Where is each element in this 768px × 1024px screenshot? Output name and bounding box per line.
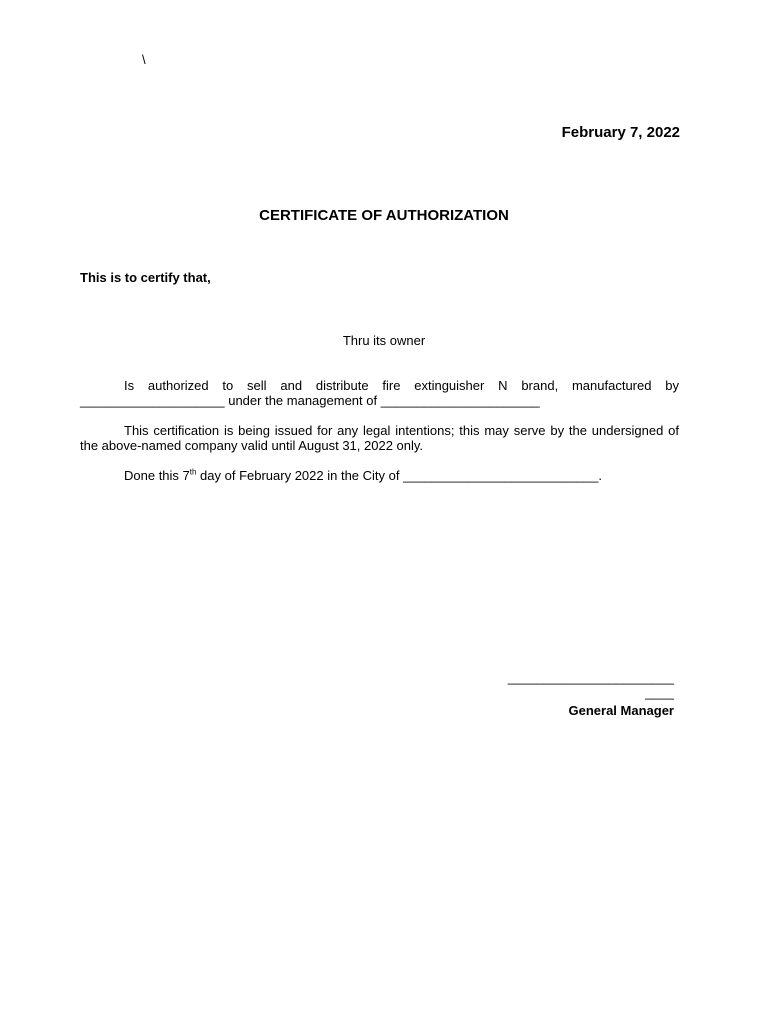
authorization-paragraph (80, 378, 679, 408)
validity-paragraph (80, 423, 679, 453)
city-blank: ___________________________ (403, 468, 599, 483)
done-paragraph (80, 468, 679, 483)
city-text: day of February 2022 in the City of (196, 468, 404, 483)
document-title: CERTIFICATE OF AUTHORIZATION (259, 207, 509, 224)
day-suffix: th (189, 467, 197, 477)
manufacturer-blank: ____________________ (80, 393, 225, 408)
management-blank: ______________________ (380, 393, 540, 408)
authorization-text: Is authorized to sell and distribute fire extinguisher N brand, manufactured by (124, 378, 679, 393)
validity-text: This certification is being issued for any legal intentions; this may serve by the undersigned of the above-named company valid until August 31, 2022 only. (80, 423, 679, 453)
stray-backslash: \ (142, 52, 146, 67)
done-text: Done this 7 (124, 468, 190, 483)
signature-line-continuation: ____ (645, 685, 674, 700)
document-date: February 7, 2022 (561, 124, 680, 141)
signatory-title: General Manager (568, 703, 674, 718)
owner-line: Thru its owner (342, 333, 426, 348)
period: . (598, 468, 602, 483)
certify-line: This is to certify that, (80, 270, 211, 285)
management-text: under the management of (224, 393, 381, 408)
signature-line: _______________________ (507, 670, 674, 685)
